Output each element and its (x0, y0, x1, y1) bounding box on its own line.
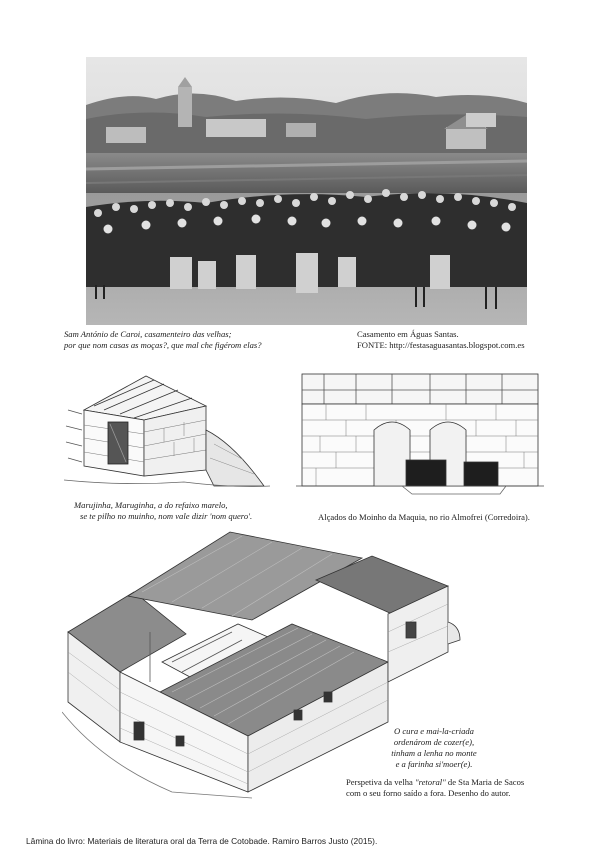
photo-caption-left: Sam António de Caroi, casamenteiro das velhas; por que nom casas as moças?, que mal che figérom elas? (64, 329, 262, 350)
mill-elevation-caption: Alçados do Moinho da Maquia, no rio Almofrei (Corredoira). (318, 512, 530, 522)
mill-sketch-perspective (64, 370, 270, 494)
rectoral-verse: O cura e mai-la-criada ordenárom de cozer(e), tinham a lenha no monte e a farinha si'moer(e). (391, 726, 477, 769)
wedding-photo (86, 57, 527, 325)
mill-elevation-sketch (296, 368, 546, 500)
mill-sketch-caption: Marujinha, Maruginha, a do refaixo marelo, se te pilho no muinho, nom vale dizir 'nom quero'. (74, 500, 253, 521)
page-footer: Lâmina do livro: Materiais de literatura oral da Terra de Cotobade. Ramiro Barros Justo (2015). (26, 836, 378, 846)
rectoral-caption: Perspetiva da velha "retoral" de Sta Maria de Sacos com o seu forno saído a fora. Desenho do autor. (346, 777, 525, 798)
photo-caption-right: Casamento em Águas Santas. FONTE: http://festasaguasantas.blogspot.com.es (357, 329, 525, 350)
